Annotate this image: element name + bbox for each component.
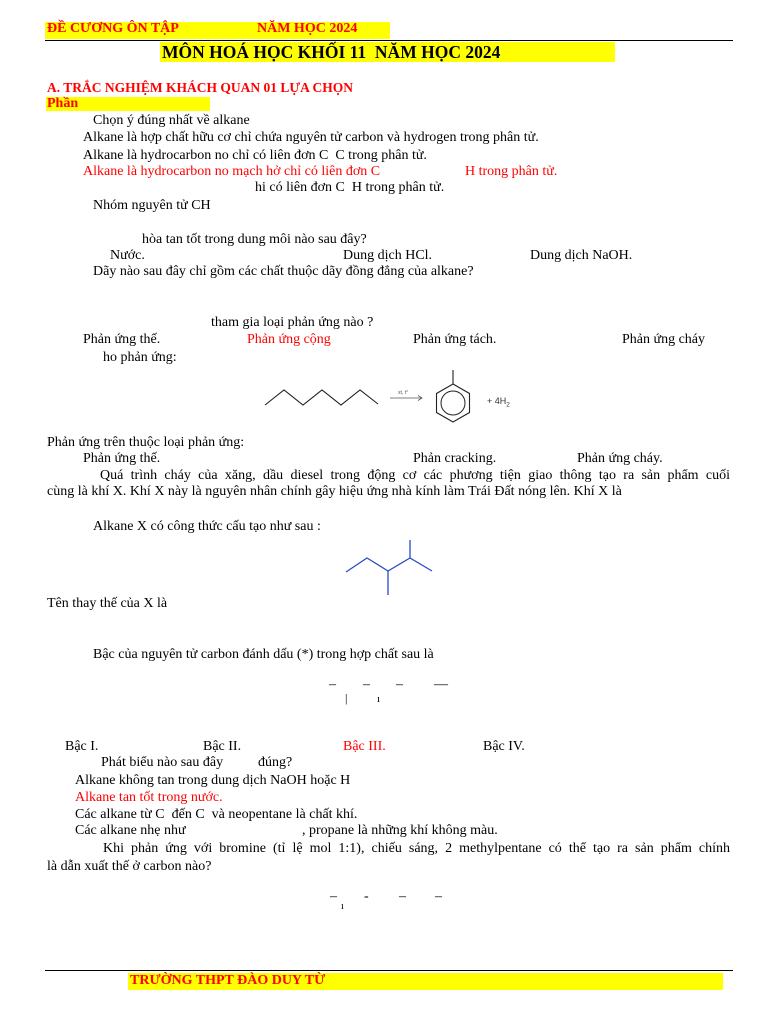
q8-formula-bond: | (345, 691, 348, 705)
q4-prompt: tham gia loại phản ứng nào ? (211, 315, 374, 330)
q9-prompt-part1: Phát biểu nào sau đây (101, 755, 224, 770)
q3-prompt: Dãy nào sau đây chỉ gồm các chất thuộc dãy đồng đẳng của alkane? (93, 264, 474, 279)
reaction-scheme (258, 362, 520, 426)
heptane-chain (265, 390, 378, 405)
q4-option-a: Phản ứng thế. (83, 332, 161, 347)
q4-option-c: Phản ứng tách. (413, 332, 497, 347)
section-heading: A. TRẮC NGHIỆM KHÁCH QUAN 01 LỰA CHỌN (47, 80, 354, 95)
q1-option-b: Alkane là hydrocarbon no chỉ có liên đơn C C trong phân tử. (83, 148, 427, 163)
q9-option-b: Alkane tan tốt trong nước. (75, 790, 223, 805)
q1-option-d: hi có liên đơn C H trong phân tử. (255, 180, 445, 195)
reaction-byproduct: + $4H_2$ (487, 396, 510, 409)
q10-prompt-line1-text: Khi phản ứng với bromine (tỉ lệ mol 1:1), chiếu sáng, 2 methylpentane có thể tạo ra sản phẩm chính (103, 841, 730, 856)
q1-option-a: Alkane là hợp chất hữu cơ chỉ chứa nguyên tử carbon và hydrogen trong phân tử. (83, 130, 539, 145)
q9-option-a: Alkane không tan trong dung dịch NaOH hoặc H (75, 773, 351, 788)
q10-formula-fragment: - (364, 889, 369, 904)
q10-prompt-line2: là dẫn xuất thế ở carbon nào? (47, 859, 212, 874)
footer-school: TRƯỜNG THPT ĐÀO DUY TỪ (130, 973, 326, 988)
q8-formula-bond: ı (377, 693, 381, 705)
q5-option-b: Phản cracking. (413, 451, 497, 466)
q2-option-c: Dung dịch NaOH. (530, 248, 633, 263)
q5-prompt: ho phản ứng: (103, 350, 177, 365)
q7-question: Tên thay thế của X là (47, 596, 168, 611)
part-label: Phần (47, 96, 79, 111)
q8-prompt: Bậc của nguyên tử carbon đánh dấu (*) trong hợp chất sau là (93, 647, 434, 662)
footer-rule (45, 970, 733, 971)
header-year: NĂM HỌC 2024 (257, 21, 358, 36)
q5-option-a: Phản ứng thế. (83, 451, 161, 466)
q1-prompt: Chọn ý đúng nhất về alkane (93, 113, 250, 128)
structure-x-skeleton (340, 535, 440, 600)
q6-prompt-line1 (100, 468, 730, 484)
q9-option-d-part1: Các alkane nhẹ như (75, 823, 186, 838)
header-title: ĐỀ CƯƠNG ÔN TẬP (47, 21, 179, 36)
q10-formula-fragment: – (399, 889, 406, 904)
q2-prompt-part1: Nhóm nguyên tử CH (93, 198, 211, 213)
q4-option-d: Phản ứng cháy (622, 332, 706, 347)
q8-option-a: Bậc I. (65, 739, 99, 754)
q2-option-a: Nước. (110, 248, 145, 263)
q9-prompt-part2: đúng? (258, 755, 293, 770)
benzene-inner-circle (441, 391, 465, 415)
q2-option-b: Dung dịch HCl. (343, 248, 433, 263)
subject-title: MÔN HOÁ HỌC KHỐI 11 NĂM HỌC 2024 (162, 42, 501, 62)
q6-prompt-line2: cùng là khí X. Khí X này là nguyên nhân chính gây hiệu ứng nhà kính làm Trái Đất nóng lên. Khí X là (47, 484, 622, 499)
q8-option-b: Bậc II. (203, 739, 242, 754)
q2-prompt-part2: hòa tan tốt trong dung môi nào sau đây? (142, 232, 367, 247)
q10-prompt-line1 (103, 841, 730, 857)
q1-option-c-part2: H trong phân tử. (465, 164, 558, 179)
q8-formula-fragment: – (396, 677, 403, 692)
q5-question: Phản ứng trên thuộc loại phản ứng: (47, 435, 245, 450)
q10-formula-fragment: – (330, 889, 337, 904)
q10-formula-fragment: – (435, 889, 442, 904)
q6-prompt-line1-text: Quá trình cháy của xăng, dầu diesel trong động cơ các phương tiện giao thông tạo ra sản phẩm cuối (100, 468, 730, 483)
q9-option-d-part2: , propane là những khí không màu. (302, 823, 498, 838)
q8-formula-fragment: – (329, 677, 336, 692)
q4-option-b: Phản ứng cộng (247, 332, 331, 347)
q1-option-c-part1: Alkane là hydrocarbon no mạch hở chỉ có liên đơn C (83, 164, 381, 179)
q9-option-c: Các alkane từ C đến C và neopentane là chất khí. (75, 807, 358, 822)
q7-prompt: Alkane X có công thức cấu tạo như sau : (93, 519, 321, 534)
q5-option-c: Phản ứng cháy. (577, 451, 663, 466)
q8-option-c: Bậc III. (343, 739, 386, 754)
q8-formula-fragment: – (363, 677, 370, 692)
main-chain (346, 558, 432, 572)
header-rule (45, 40, 733, 41)
q10-formula-bond: ı (341, 901, 344, 912)
q8-formula-fragment: — (434, 677, 448, 692)
q8-option-d: Bậc IV. (483, 739, 525, 754)
reaction-condition: xt, t° (398, 390, 409, 396)
